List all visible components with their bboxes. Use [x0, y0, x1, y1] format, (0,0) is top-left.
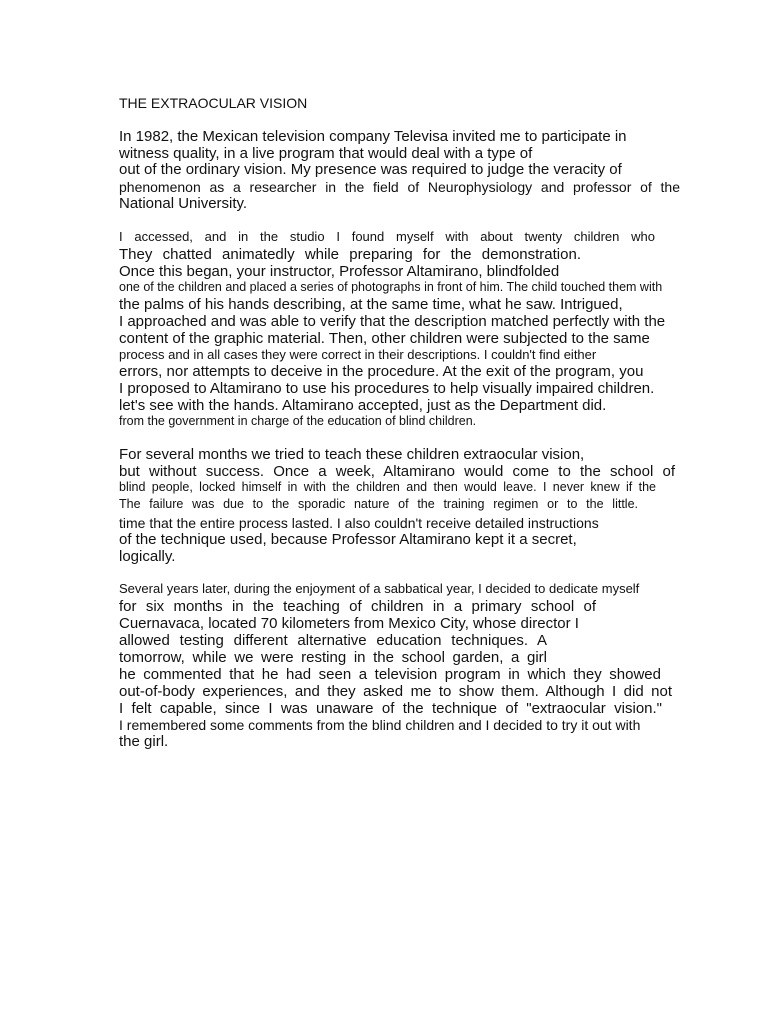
paragraph-2-line-8: process and in all cases they were correct in their descriptions. I couldn't find either — [119, 347, 597, 362]
paragraph-3-line-4: The failure was due to the sporadic nature of the training regimen or to the little. — [119, 497, 638, 511]
paragraph-4-line-3: Cuernavaca, located 70 kilometers from Mexico City, whose director I — [119, 615, 579, 632]
paragraph-3-line-2: but without success. Once a week, Altamirano would come to the school of — [119, 463, 675, 480]
paragraph-4-line-6: he commented that he had seen a television program in which they showed — [119, 666, 661, 683]
paragraph-4-line-5: tomorrow, while we were resting in the school garden, a girl — [119, 649, 547, 666]
paragraph-4-line-8: I felt capable, since I was unaware of the technique of "extraocular vision." — [119, 700, 662, 717]
paragraph-4-line-1: Several years later, during the enjoyment of a sabbatical year, I decided to dedicate myself — [119, 581, 640, 596]
paragraph-4-line-10: the girl. — [119, 733, 169, 750]
paragraph-2-line-9: errors, nor attempts to deceive in the procedure. At the exit of the program, you — [119, 363, 644, 380]
paragraph-2-line-10: I proposed to Altamirano to use his procedures to help visually impaired children. — [119, 380, 655, 397]
paragraph-3-line-5: time that the entire process lasted. I also couldn't receive detailed instructions — [119, 515, 599, 531]
paragraph-2-line-2: They chatted animatedly while preparing for the demonstration. — [119, 246, 581, 263]
paragraph-3-line-1: For several months we tried to teach these children extraocular vision, — [119, 446, 585, 463]
paragraph-1-line-4: phenomenon as a researcher in the field of Neurophysiology and professor of the — [119, 179, 680, 195]
paragraph-3-line-7: logically. — [119, 548, 176, 565]
paragraph-4-line-9: I remembered some comments from the blind children and I decided to try it out with — [119, 717, 641, 733]
paragraph-2-line-3: Once this began, your instructor, Professor Altamirano, blindfolded — [119, 263, 560, 280]
paragraph-1-line-5: National University. — [119, 195, 248, 212]
paragraph-4-line-7: out-of-body experiences, and they asked me to show them. Although I did not — [119, 683, 672, 700]
paragraph-1-line-2: witness quality, in a live program that would deal with a type of — [119, 145, 533, 162]
paragraph-2-line-12: from the government in charge of the education of blind children. — [119, 414, 477, 428]
paragraph-4-line-2: for six months in the teaching of children in a primary school of — [119, 598, 596, 615]
paragraph-1-line-1: In 1982, the Mexican television company Televisa invited me to participate in — [119, 128, 627, 145]
paragraph-1-line-3: out of the ordinary vision. My presence was required to judge the veracity of — [119, 161, 622, 178]
paragraph-2-line-5: the palms of his hands describing, at the same time, what he saw. Intrigued, — [119, 296, 623, 313]
paragraph-2-line-11: let's see with the hands. Altamirano accepted, just as the Department did. — [119, 397, 607, 414]
paragraph-3-line-3: blind people, locked himself in with the children and then would leave. I never knew if the — [119, 480, 656, 494]
paragraph-3-line-6: of the technique used, because Professor Altamirano kept it a secret, — [119, 531, 577, 548]
document-title: THE EXTRAOCULAR VISION — [119, 95, 308, 111]
paragraph-4-line-4: allowed testing different alternative education techniques. A — [119, 632, 547, 649]
paragraph-2-line-7: content of the graphic material. Then, other children were subjected to the same — [119, 330, 650, 347]
paragraph-2-line-4: one of the children and placed a series of photographs in front of him. The child touched them with — [119, 280, 663, 294]
paragraph-2-line-6: I approached and was able to verify that the description matched perfectly with the — [119, 313, 666, 330]
paragraph-2-line-1: I accessed, and in the studio I found myself with about twenty children who — [119, 229, 655, 244]
